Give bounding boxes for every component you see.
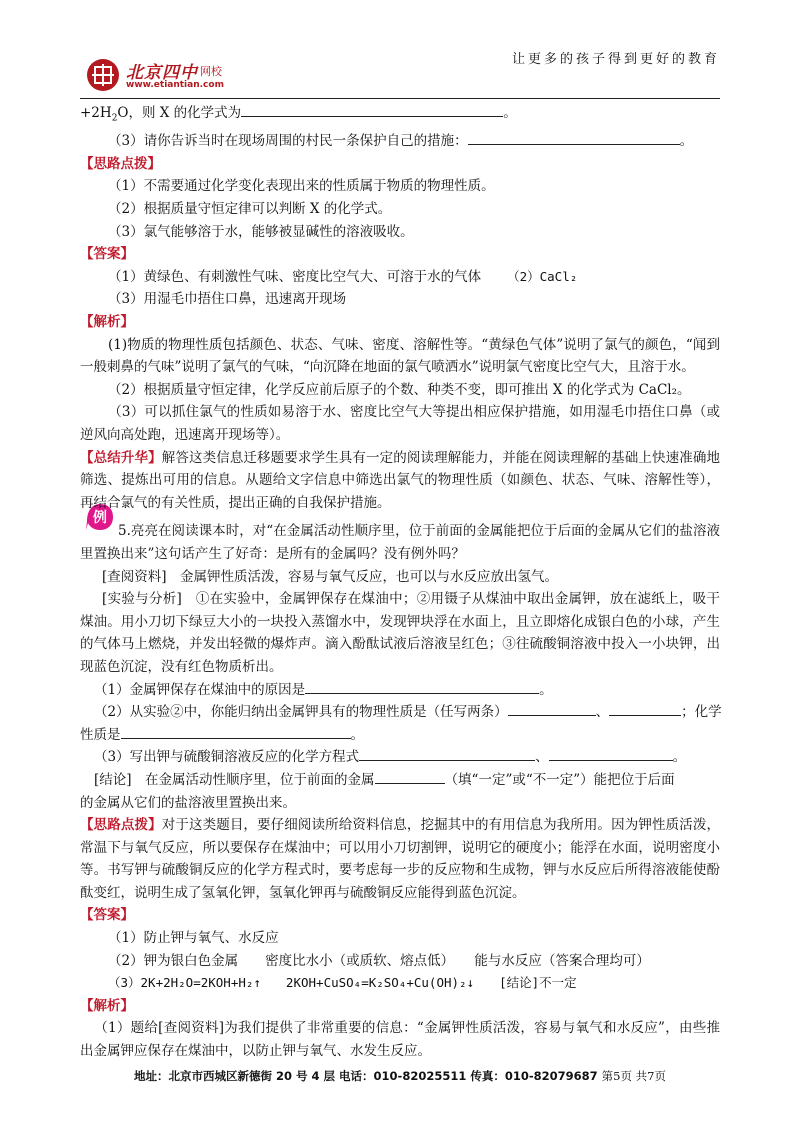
logo-seal-icon: [86, 58, 120, 92]
question-5-material: [80, 566, 720, 589]
answer-blank: [508, 701, 596, 716]
tag-answer: 【答案】: [80, 907, 134, 924]
text: 对于这类题目，要仔细阅读所给资料信息，挖掘其中的有用信息为我所用。因为钾性质活泼，常温下与氧气反应，所以要保存在煤油中；可以用小刀切割钾，说明它的硬度小；能浮在水面，说明密度小等。书写钾与硫酸铜反应的化学方程式时，要考虑每一步的反应物和生成物，钾与水反应后所得溶液能使酚酞变红，说明生成了氢氧化钾，氢氧化钾再与硫酸铜反应能得到蓝色沉淀。: [80, 817, 721, 901]
answer-blank: [549, 746, 673, 761]
text: （2）根据质量守恒定律，化学反应前后原子的个数、种类不变，即可推出 X 的化学式为 CaCl₂。: [108, 381, 691, 398]
logo-name: 北京四中: [126, 63, 198, 83]
text: 2: [111, 113, 118, 124]
question-5-experiment: [80, 588, 720, 678]
text: （1）黄绿色、有刺激性气味、密度比空气大、可溶于水的气体: [108, 268, 482, 285]
logo: [80, 44, 340, 100]
answer-line: （3）用湿毛巾捂住口鼻，迅速离开现场: [108, 291, 347, 308]
text: ；化学: [681, 704, 722, 721]
question-line: [80, 701, 720, 724]
text: O，则 X 的化学式为: [117, 105, 242, 121]
question-line: [80, 130, 720, 153]
answer-blank: [241, 102, 503, 117]
question-line: [80, 769, 720, 792]
text: （3）写出钾与硫酸铜溶液反应的化学方程式: [94, 749, 360, 766]
section-tag: [80, 243, 720, 266]
analysis-paragraph: [80, 1017, 720, 1062]
document-body: [80, 102, 720, 1063]
answer-line: （3）2K+2H₂O=2KOH+H₂↑ 2KOH+CuSO₄=K₂SO₄+Cu(OH)₂↓ [结论]不一定: [108, 975, 577, 991]
logo-sub: 网校: [200, 65, 222, 78]
question-line: [80, 102, 720, 130]
hint-paragraph: [80, 814, 720, 904]
text: [实验与分析] ①在实验中，金属钾保存在煤油中；②用镊子从煤油中取出金属钾，放在滤纸上，吸干煤油。用小刀切下绿豆大小的一块投入蒸馏水中，发现钾块浮在水面上，且立即熔化成银白色的小球，产生的气体马上燃烧，并发出轻微的爆炸声。滴入酚酞试液后溶液呈红色；③往硫酸铜溶液中投入一小块钾，出现蓝色沉淀，没有红色物质析出。: [80, 591, 720, 675]
logo-url: www.etiantian.com: [126, 80, 224, 90]
analysis-paragraph: [80, 379, 720, 402]
answer-blank: [468, 130, 680, 145]
section-tag: [80, 995, 720, 1018]
text: 、: [595, 704, 610, 721]
text: （2）从实验②中，你能归纳出金属钾具有的物理性质是（任写两条）: [94, 704, 508, 721]
hint-line: （2）根据质量守恒定律可以判断 X 的化学式。: [108, 201, 392, 218]
text: （1）题给[查阅资料]为我们提供了非常重要的信息：“金属钾性质活泼，容易与氧气和水反应”，由些推出金属钾应保存在煤油中，以防止钾与氧气、水发生反应。: [80, 1020, 720, 1060]
text: [结论] 在金属活动性顺序里，位于前面的金属: [94, 771, 375, 788]
text: （填“一定”或“不一定”）能把位于后面: [444, 771, 675, 788]
text: 解答这类信息迁移题要求学生具有一定的阅读理解能力，并能在阅读理解的基础上快速准确地筛选、提炼出可用的信息。从题给文字信息中筛选出氯气的物理性质（如颜色、状态、气味、溶解性等），再结合氯气的有关性质，提出正确的自我保护措施。: [80, 449, 721, 511]
answer-line: [80, 266, 720, 289]
tag-summary: 【总结升华】: [80, 449, 162, 466]
text: 。: [672, 749, 687, 766]
text: 、: [535, 749, 549, 766]
section-tag: [80, 904, 720, 927]
header-rule: [80, 98, 720, 99]
text: 5.亮亮在阅读课本时，对“在金属活动性顺序里，位于前面的金属能把位于后面的金属从它们的盐溶液里置换出来”这句话产生了好奇：是所有的金属吗？没有例外吗？: [80, 523, 720, 562]
analysis-paragraph: [80, 401, 720, 446]
text: (1)物质的物理性质包括颜色、状态、气味、密度、溶解性等。“黄绿色气体”说明了氯气的颜色，“闻到一般刺鼻的气味”说明了氯气的气味，“向沉降在地面的氯气喷洒水”说明氯气密度比空气大，且溶于水。: [80, 336, 720, 376]
text: （3）请你告诉当时在现场周围的村民一条保护自己的措施：: [108, 133, 468, 150]
hint-line: （1）不需要通过化学变化表现出来的性质属于物质的物理性质。: [108, 178, 495, 195]
page-number: 第5页 共7页: [601, 1069, 666, 1083]
text: 。: [503, 105, 517, 121]
section-tag: [80, 153, 720, 176]
tag-thinking: 【思路点拨】: [80, 155, 161, 172]
text: 。: [539, 681, 553, 698]
summary-paragraph: [80, 447, 720, 515]
question-line: [80, 746, 720, 769]
hint-line: （3）氯气能够溶于水，能够被显碱性的溶液吸收。: [108, 223, 414, 240]
question-5: [80, 520, 720, 565]
tag-analysis: 【解析】: [80, 997, 134, 1014]
analysis-paragraph: [80, 334, 720, 379]
page-header: [80, 44, 720, 100]
page-footer: [0, 1068, 800, 1084]
text: 。: [350, 726, 364, 743]
footer-address: 地址：北京市西城区新德街 20 号 4 层 电话：010-82025511 传真：010-82079687: [134, 1069, 598, 1083]
slogan: 让更多的孩子得到更好的教育: [511, 52, 720, 67]
example-badge-label: 例: [93, 510, 107, 526]
answer-line: （1）防止钾与氧气、水反应: [108, 930, 279, 947]
question-line: [80, 724, 720, 747]
text: +2H: [80, 105, 112, 121]
text: [查阅资料] 金属钾性质活泼，容易与氧气反应，也可以与水反应放出氢气。: [102, 568, 559, 585]
text: 。: [679, 133, 694, 150]
answer-line: （2）钾为银白色金属 密度比水小（或质软、熔点低） 能与水反应（答案合理均可）: [108, 952, 650, 969]
question-line: [80, 679, 720, 702]
text: 性质是: [80, 726, 121, 743]
answer-blank: [305, 679, 539, 694]
section-tag: [80, 311, 720, 334]
tag-answer: 【答案】: [80, 246, 134, 263]
answer-blank: [121, 724, 351, 739]
answer-blank: [609, 701, 681, 716]
answer-blank: [375, 769, 445, 784]
answer-blank: [359, 746, 535, 761]
question-line: 的金属从它们的盐溶液里置换出来。: [80, 794, 296, 811]
tag-thinking: 【思路点拨】: [80, 817, 162, 834]
text: （3）可以抓住氯气的性质如易溶于水、密度比空气大等提出相应保护措施，如用湿毛巾捂住口鼻（或逆风向高处跑，迅速离开现场等）。: [80, 404, 720, 443]
text: （2）CaCl₂: [507, 268, 578, 284]
tag-analysis: 【解析】: [80, 314, 134, 331]
text: （1）金属钾保存在煤油中的原因是: [94, 681, 306, 698]
